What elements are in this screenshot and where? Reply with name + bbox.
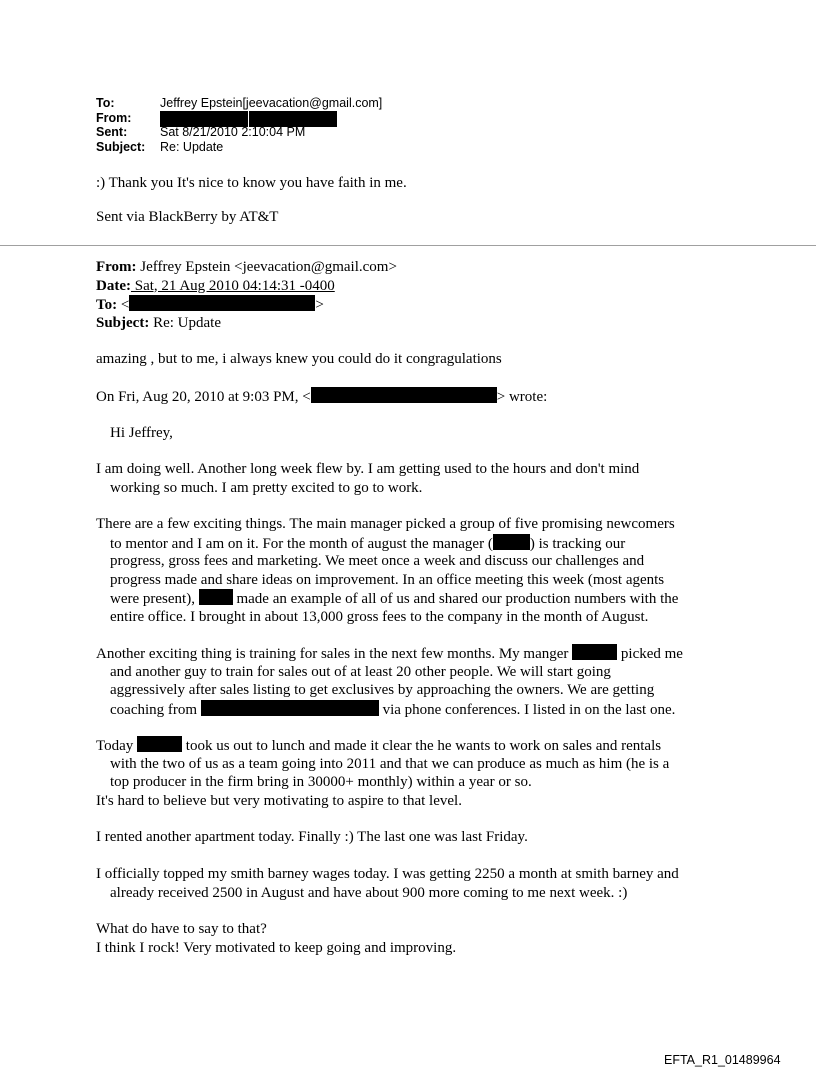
quoted-paragraph [96,736,736,810]
line-text: picked me [617,646,683,662]
paragraph-line: top producer in the firm bring in 30000+ monthly) within a year or so. [110,774,532,790]
paragraph-line: working so much. I am pretty excited to go to work. [110,479,423,496]
sent-label: Sent: [96,125,128,139]
to-close: > [315,297,324,313]
date-row [96,277,397,296]
line-text: Today [96,738,138,754]
paragraph-line: What do have to say to that? [96,921,267,937]
line-text: were present), [110,591,199,607]
to-label: To: [96,297,118,313]
to-open: < [117,297,130,313]
subject-row [96,314,397,333]
paragraph-line: I think I rock! Very motivated to keep going and improving. [96,939,457,956]
from-value: Jeffrey Epstein <jeevacation@gmail.com> [136,259,397,275]
to-row [96,96,382,111]
sent-value: Sat 8/21/2010 2:10:04 PM [160,125,306,139]
to-value: Jeffrey Epstein[jeevacation@gmail.com] [160,96,383,110]
line-text: via phone conferences. I listed in on the last one. [378,701,676,718]
redaction-box [199,589,233,605]
redaction-box [572,644,617,660]
line-text: made an example of all of us and shared our production numbers with the [232,591,679,607]
paragraph-line [96,589,736,608]
sent-row [96,125,382,140]
quoted-paragraph [96,515,736,626]
paragraph-line: I officially topped my smith barney wages today. I was getting 2250 a month at smith barney and [96,866,679,882]
quote-intro [96,387,547,407]
line-text: took us out to lunch and made it clear the he wants to work on sales and rentals [182,738,662,754]
subject-label: Subject: [96,139,146,154]
quoted-paragraph [96,460,736,497]
line-text: ) is tracking our [529,535,626,552]
paragraph-line: with the two of us as a team going into 2011 and that we can produce as much as him (he is a [110,755,670,772]
message-body: amazing , but to me, i always knew you could do it congragulations [96,351,502,367]
paragraph-line: progress, gross fees and marketing. We meet once a week and discuss our challenges and [110,553,645,569]
from-row [96,258,397,277]
quote-intro-text: > wrote: [496,389,548,405]
reply-signature: Sent via BlackBerry by AT&T [96,209,279,225]
redaction-box [493,534,530,550]
quoted-paragraph [96,644,736,718]
line-text: to mentor and I am on it. For the month of august the manager ( [110,535,493,552]
separator-line [0,245,816,246]
email-header-reply [96,96,382,154]
date-value: Sat, 21 Aug 2010 04:14:31 -0400 [130,277,335,294]
quoted-paragraph [96,865,736,902]
to-row [96,295,397,314]
document-id: EFTA_R1_01489964 [664,1053,781,1067]
quoted-greeting: Hi Jeffrey, [110,425,173,441]
redaction-box [311,387,497,403]
quoted-paragraph: I rented another apartment today. Finally :) The last one was last Friday. [96,829,528,845]
quoted-paragraph [96,920,736,957]
redaction-box [129,295,315,311]
paragraph-line: progress made and share ideas on improvement. In an office meeting this week (most agents [110,571,665,588]
paragraph-line: aggressively after sales listing to get exclusives by approaching the owners. We are getting [110,682,655,698]
from-label: From: [96,259,137,275]
paragraph-line: There are a few exciting things. The main manager picked a group of five promising newcomers [96,516,675,532]
paragraph-line: entire office. I brought in about 13,000 gross fees to the company in the month of August. [110,608,649,625]
subject-value: Re: Update [160,139,224,154]
redaction-box [137,736,182,752]
paragraph-line [96,736,736,755]
subject-row [96,140,382,155]
subject-value: Re: Update [149,314,221,331]
paragraph-line [96,700,736,719]
reply-body: :) Thank you It's nice to know you have faith in me. [96,175,407,191]
paragraph-line: and another guy to train for sales out of at least 20 other people. We will start going [110,663,611,680]
date-label: Date: [96,277,131,294]
redaction-box [201,700,379,716]
quote-intro-text: On Fri, Aug 20, 2010 at 9:03 PM, < [96,389,311,405]
paragraph-line: I am doing well. Another long week flew by. I am getting used to the hours and don't mind [96,461,640,477]
from-label: From: [96,110,132,125]
to-label: To: [96,96,115,110]
paragraph-line: already received 2500 in August and have about 900 more coming to me next week. :) [110,884,628,901]
line-text: coaching from [110,701,201,718]
from-row [96,111,382,126]
paragraph-line: It's hard to believe but very motivating to aspire to that level. [96,792,462,809]
paragraph-line [96,644,736,663]
paragraph-line [96,534,736,553]
subject-label: Subject: [96,314,150,331]
line-text: Another exciting thing is training for sales in the next few months. My manger [96,646,573,662]
email-header-original [96,258,397,332]
